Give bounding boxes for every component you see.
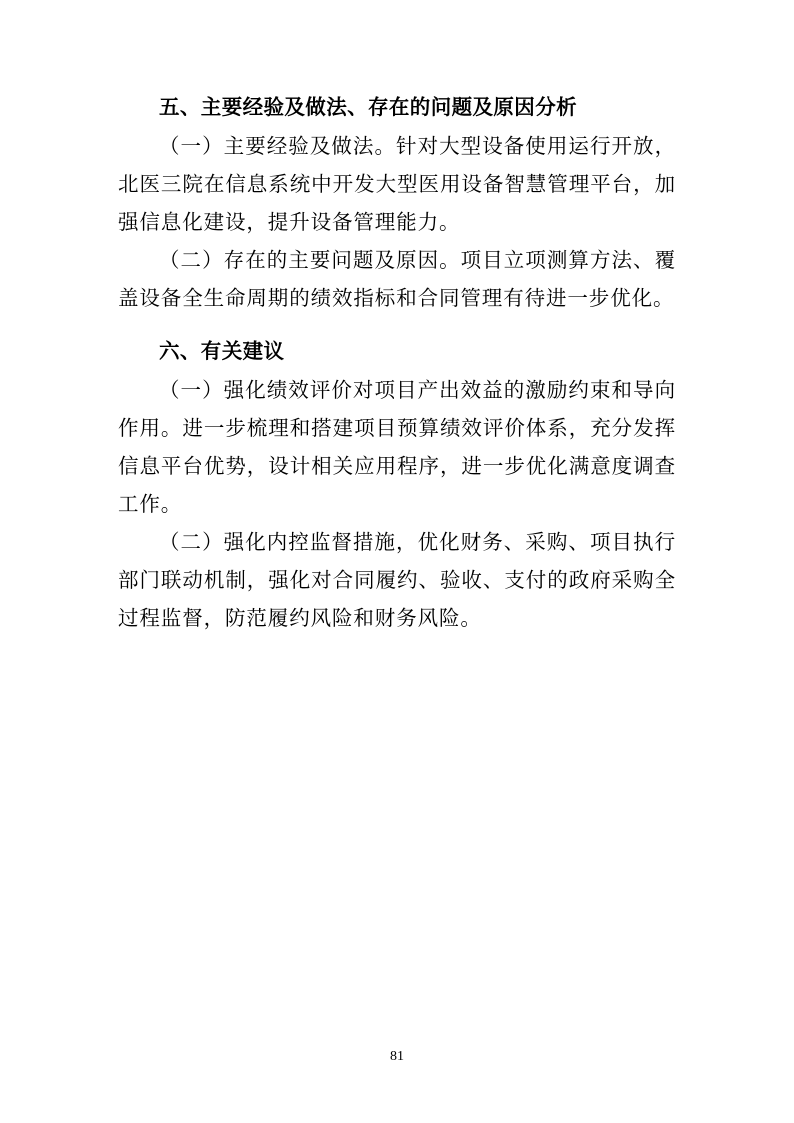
document-body xyxy=(118,88,676,638)
page-number: 81 xyxy=(390,1049,404,1064)
section-five-paragraph-1: （一）主要经验及做法。针对大型设备使用运行开放，北医三院在信息系统中开发大型医用设备智慧管理平台，加强信息化建设，提升设备管理能力。 xyxy=(118,136,676,234)
section-five-paragraph-2: （二）存在的主要问题及原因。项目立项测算方法、覆盖设备全生命周期的绩效指标和合同管理有待进一步优化。 xyxy=(118,250,676,310)
section-six-paragraph-1: （一）强化绩效评价对项目产出效益的激励约束和导向作用。进一步梳理和搭建项目预算绩效评价体系，充分发挥信息平台优势，设计相关应用程序，进一步优化满意度调查工作。 xyxy=(118,380,676,516)
section-heading-six: 六、有关建议 xyxy=(159,339,285,363)
section-six-paragraph-2: （二）强化内控监督措施，优化财务、采购、项目执行部门联动机制，强化对合同履约、验收、支付的政府采购全过程监督，防范履约风险和财务风险。 xyxy=(118,532,676,630)
section-heading-five: 五、主要经验及做法、存在的问题及原因分析 xyxy=(159,95,577,119)
